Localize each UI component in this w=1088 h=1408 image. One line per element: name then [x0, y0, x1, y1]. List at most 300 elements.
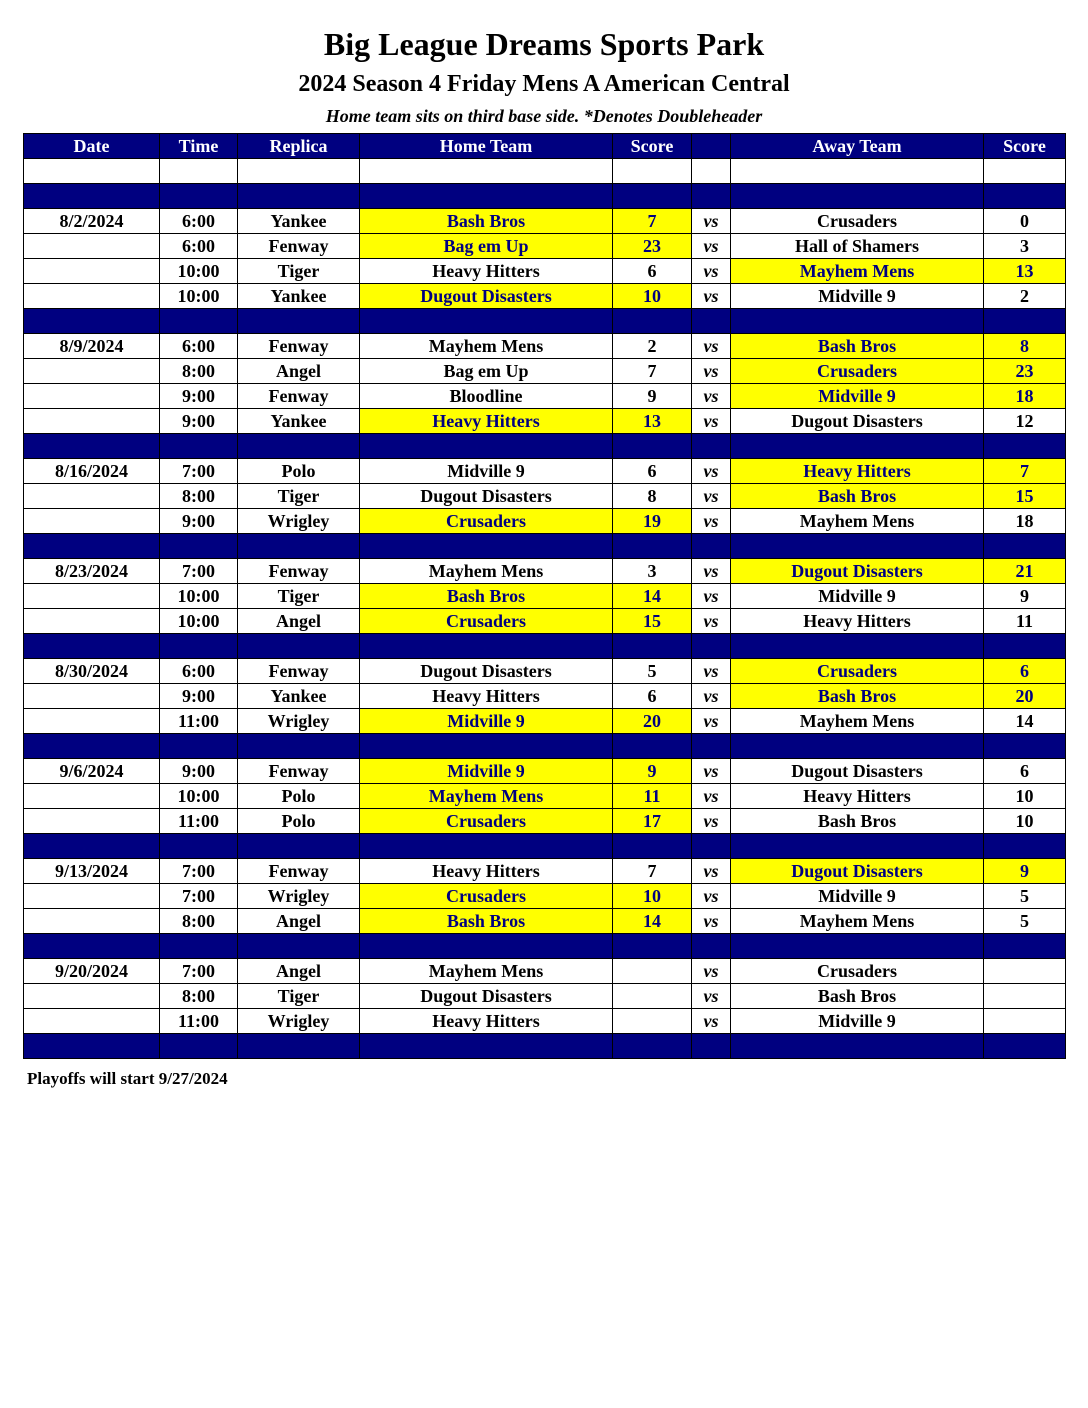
away-team-cell: Bash Bros	[731, 984, 984, 1009]
game-row	[24, 359, 1066, 384]
replica-cell: Fenway	[238, 234, 360, 259]
away-team-cell: Bash Bros	[731, 684, 984, 709]
vs-label: vs	[692, 1009, 731, 1034]
column-header-date: Date	[24, 134, 160, 159]
time-cell	[160, 634, 238, 659]
away-score-cell: 11	[984, 609, 1066, 634]
replica-cell	[238, 834, 360, 859]
schedule-body	[24, 159, 1066, 1059]
date-cell: 9/6/2024	[24, 759, 160, 784]
home-team-cell: Heavy Hitters	[360, 409, 613, 434]
home-team-cell: Crusaders	[360, 609, 613, 634]
game-row	[24, 584, 1066, 609]
home-score-cell: 10	[613, 284, 692, 309]
away-score-cell	[984, 734, 1066, 759]
home-team-cell	[360, 434, 613, 459]
home-score-cell: 11	[613, 784, 692, 809]
game-row	[24, 384, 1066, 409]
vs-label: vs	[692, 509, 731, 534]
home-team-cell	[360, 734, 613, 759]
date-cell	[24, 434, 160, 459]
vs-label	[692, 834, 731, 859]
home-score-cell: 7	[613, 359, 692, 384]
column-header-vs	[692, 134, 731, 159]
date-cell: 8/2/2024	[24, 209, 160, 234]
replica-cell	[238, 184, 360, 209]
home-score-cell: 6	[613, 259, 692, 284]
away-score-cell: 6	[984, 759, 1066, 784]
vs-label: vs	[692, 609, 731, 634]
replica-cell: Yankee	[238, 284, 360, 309]
date-cell: 8/16/2024	[24, 459, 160, 484]
replica-cell: Fenway	[238, 659, 360, 684]
game-row	[24, 459, 1066, 484]
date-cell	[24, 909, 160, 934]
vs-label: vs	[692, 859, 731, 884]
vs-label: vs	[692, 359, 731, 384]
home-team-cell: Dugout Disasters	[360, 284, 613, 309]
column-header-away-score: Score	[984, 134, 1066, 159]
vs-label: vs	[692, 259, 731, 284]
away-team-cell	[731, 834, 984, 859]
date-cell	[24, 609, 160, 634]
home-score-cell: 10	[613, 884, 692, 909]
vs-label	[692, 159, 731, 184]
game-row	[24, 284, 1066, 309]
replica-cell: Wrigley	[238, 1009, 360, 1034]
game-row	[24, 884, 1066, 909]
away-score-cell: 0	[984, 209, 1066, 234]
away-score-cell	[984, 959, 1066, 984]
date-cell: 8/23/2024	[24, 559, 160, 584]
away-score-cell: 18	[984, 509, 1066, 534]
home-score-cell	[613, 309, 692, 334]
date-cell	[24, 509, 160, 534]
away-score-cell: 13	[984, 259, 1066, 284]
vs-label: vs	[692, 684, 731, 709]
time-cell	[160, 734, 238, 759]
vs-label: vs	[692, 759, 731, 784]
column-header-home-team: Home Team	[360, 134, 613, 159]
date-cell	[24, 534, 160, 559]
away-team-cell	[731, 434, 984, 459]
home-score-cell: 20	[613, 709, 692, 734]
replica-cell	[238, 634, 360, 659]
away-team-cell	[731, 734, 984, 759]
away-score-cell: 8	[984, 334, 1066, 359]
away-team-cell: Bash Bros	[731, 334, 984, 359]
date-cell	[24, 684, 160, 709]
away-team-cell: Heavy Hitters	[731, 459, 984, 484]
date-cell: 9/20/2024	[24, 959, 160, 984]
replica-cell: Fenway	[238, 859, 360, 884]
away-team-cell: Dugout Disasters	[731, 759, 984, 784]
date-cell	[24, 184, 160, 209]
time-cell: 7:00	[160, 459, 238, 484]
away-score-cell: 20	[984, 684, 1066, 709]
replica-cell: Fenway	[238, 759, 360, 784]
away-score-cell: 6	[984, 659, 1066, 684]
away-team-cell: Dugout Disasters	[731, 559, 984, 584]
away-team-cell: Mayhem Mens	[731, 259, 984, 284]
home-team-cell: Bash Bros	[360, 209, 613, 234]
away-team-cell: Crusaders	[731, 209, 984, 234]
replica-cell: Tiger	[238, 584, 360, 609]
away-score-cell	[984, 934, 1066, 959]
date-cell	[24, 309, 160, 334]
time-cell: 7:00	[160, 884, 238, 909]
date-cell	[24, 809, 160, 834]
away-team-cell: Crusaders	[731, 659, 984, 684]
home-team-cell: Dugout Disasters	[360, 484, 613, 509]
home-score-cell	[613, 1009, 692, 1034]
home-team-cell: Crusaders	[360, 809, 613, 834]
home-score-cell	[613, 434, 692, 459]
home-team-cell	[360, 309, 613, 334]
home-score-cell: 3	[613, 559, 692, 584]
vs-label	[692, 309, 731, 334]
game-row	[24, 334, 1066, 359]
date-cell	[24, 634, 160, 659]
vs-label: vs	[692, 559, 731, 584]
away-team-cell: Midville 9	[731, 884, 984, 909]
away-score-cell: 10	[984, 809, 1066, 834]
home-score-cell: 17	[613, 809, 692, 834]
away-team-cell: Mayhem Mens	[731, 709, 984, 734]
home-score-cell: 7	[613, 209, 692, 234]
date-cell	[24, 259, 160, 284]
vs-label	[692, 534, 731, 559]
time-cell: 6:00	[160, 234, 238, 259]
replica-cell: Polo	[238, 459, 360, 484]
away-score-cell: 5	[984, 884, 1066, 909]
home-team-cell: Dugout Disasters	[360, 984, 613, 1009]
away-score-cell: 12	[984, 409, 1066, 434]
away-score-cell: 18	[984, 384, 1066, 409]
time-cell	[160, 434, 238, 459]
home-team-cell	[360, 184, 613, 209]
away-score-cell: 14	[984, 709, 1066, 734]
home-score-cell: 9	[613, 384, 692, 409]
away-team-cell	[731, 184, 984, 209]
game-row	[24, 759, 1066, 784]
game-row	[24, 859, 1066, 884]
date-cell	[24, 709, 160, 734]
date-cell	[24, 484, 160, 509]
date-cell	[24, 884, 160, 909]
vs-label: vs	[692, 234, 731, 259]
vs-label	[692, 434, 731, 459]
away-team-cell	[731, 534, 984, 559]
home-team-cell: Midville 9	[360, 459, 613, 484]
time-cell: 11:00	[160, 1009, 238, 1034]
time-cell: 6:00	[160, 659, 238, 684]
column-header-replica: Replica	[238, 134, 360, 159]
away-score-cell	[984, 309, 1066, 334]
vs-label	[692, 1034, 731, 1059]
replica-cell: Polo	[238, 784, 360, 809]
replica-cell: Fenway	[238, 559, 360, 584]
game-row	[24, 609, 1066, 634]
replica-cell: Angel	[238, 609, 360, 634]
home-score-cell: 6	[613, 459, 692, 484]
time-cell	[160, 534, 238, 559]
time-cell	[160, 159, 238, 184]
away-team-cell: Bash Bros	[731, 484, 984, 509]
home-score-cell: 2	[613, 334, 692, 359]
vs-label: vs	[692, 409, 731, 434]
home-team-cell: Heavy Hitters	[360, 259, 613, 284]
replica-cell: Polo	[238, 809, 360, 834]
game-row	[24, 909, 1066, 934]
game-row	[24, 234, 1066, 259]
column-header-time: Time	[160, 134, 238, 159]
away-team-cell: Midville 9	[731, 1009, 984, 1034]
vs-label	[692, 734, 731, 759]
game-row	[24, 484, 1066, 509]
blank-row	[24, 159, 1066, 184]
home-score-cell: 23	[613, 234, 692, 259]
away-team-cell: Dugout Disasters	[731, 409, 984, 434]
time-cell: 9:00	[160, 759, 238, 784]
time-cell	[160, 1034, 238, 1059]
date-cell	[24, 984, 160, 1009]
time-cell: 7:00	[160, 859, 238, 884]
home-team-cell	[360, 1034, 613, 1059]
vs-label: vs	[692, 784, 731, 809]
away-score-cell: 21	[984, 559, 1066, 584]
date-cell	[24, 359, 160, 384]
week-separator-row	[24, 734, 1066, 759]
schedule-note: Home team sits on third base side. *Denotes Doubleheader	[325, 106, 763, 126]
home-team-cell: Mayhem Mens	[360, 784, 613, 809]
away-score-cell	[984, 634, 1066, 659]
replica-cell	[238, 159, 360, 184]
home-team-cell	[360, 934, 613, 959]
home-score-cell: 7	[613, 859, 692, 884]
away-team-cell: Heavy Hitters	[731, 609, 984, 634]
vs-label	[692, 184, 731, 209]
home-team-cell: Mayhem Mens	[360, 959, 613, 984]
away-team-cell: Bash Bros	[731, 809, 984, 834]
game-row	[24, 959, 1066, 984]
game-row	[24, 784, 1066, 809]
home-score-cell	[613, 1034, 692, 1059]
date-cell	[24, 284, 160, 309]
time-cell: 9:00	[160, 384, 238, 409]
away-score-cell: 2	[984, 284, 1066, 309]
date-cell	[24, 234, 160, 259]
away-team-cell: Crusaders	[731, 359, 984, 384]
time-cell: 11:00	[160, 809, 238, 834]
home-score-cell	[613, 159, 692, 184]
away-team-cell: Crusaders	[731, 959, 984, 984]
home-score-cell	[613, 959, 692, 984]
column-header-away-team: Away Team	[731, 134, 984, 159]
time-cell: 8:00	[160, 909, 238, 934]
time-cell: 10:00	[160, 259, 238, 284]
away-team-cell	[731, 934, 984, 959]
home-score-cell	[613, 834, 692, 859]
replica-cell: Fenway	[238, 384, 360, 409]
away-team-cell: Midville 9	[731, 584, 984, 609]
away-team-cell: Midville 9	[731, 284, 984, 309]
replica-cell	[238, 734, 360, 759]
away-score-cell	[984, 534, 1066, 559]
vs-label: vs	[692, 584, 731, 609]
home-score-cell: 14	[613, 909, 692, 934]
away-score-cell	[984, 1034, 1066, 1059]
home-team-cell: Midville 9	[360, 709, 613, 734]
column-header-home-score: Score	[613, 134, 692, 159]
replica-cell	[238, 534, 360, 559]
game-row	[24, 984, 1066, 1009]
time-cell: 10:00	[160, 284, 238, 309]
home-team-cell: Bag em Up	[360, 359, 613, 384]
date-cell	[24, 409, 160, 434]
home-team-cell	[360, 634, 613, 659]
vs-label: vs	[692, 659, 731, 684]
time-cell	[160, 309, 238, 334]
home-score-cell: 6	[613, 684, 692, 709]
vs-label: vs	[692, 709, 731, 734]
replica-cell: Angel	[238, 959, 360, 984]
away-team-cell	[731, 634, 984, 659]
away-score-cell: 23	[984, 359, 1066, 384]
home-score-cell: 13	[613, 409, 692, 434]
home-team-cell: Heavy Hitters	[360, 859, 613, 884]
game-row	[24, 659, 1066, 684]
home-team-cell: Bash Bros	[360, 584, 613, 609]
week-separator-row	[24, 184, 1066, 209]
vs-label: vs	[692, 884, 731, 909]
home-score-cell	[613, 634, 692, 659]
time-cell	[160, 834, 238, 859]
date-cell	[24, 1034, 160, 1059]
replica-cell: Yankee	[238, 409, 360, 434]
date-cell	[24, 784, 160, 809]
vs-label: vs	[692, 984, 731, 1009]
away-score-cell: 9	[984, 584, 1066, 609]
date-cell	[24, 834, 160, 859]
time-cell: 7:00	[160, 959, 238, 984]
replica-cell: Tiger	[238, 259, 360, 284]
week-separator-row	[24, 1034, 1066, 1059]
away-score-cell	[984, 834, 1066, 859]
away-score-cell: 7	[984, 459, 1066, 484]
game-row	[24, 709, 1066, 734]
time-cell: 6:00	[160, 209, 238, 234]
game-row	[24, 409, 1066, 434]
time-cell: 9:00	[160, 509, 238, 534]
replica-cell: Yankee	[238, 684, 360, 709]
date-cell	[24, 1009, 160, 1034]
replica-cell	[238, 934, 360, 959]
week-separator-row	[24, 934, 1066, 959]
home-score-cell: 9	[613, 759, 692, 784]
replica-cell: Wrigley	[238, 509, 360, 534]
away-score-cell	[984, 1009, 1066, 1034]
home-team-cell: Mayhem Mens	[360, 334, 613, 359]
vs-label: vs	[692, 209, 731, 234]
home-team-cell: Bloodline	[360, 384, 613, 409]
home-team-cell: Mayhem Mens	[360, 559, 613, 584]
time-cell: 9:00	[160, 409, 238, 434]
home-team-cell: Dugout Disasters	[360, 659, 613, 684]
game-row	[24, 509, 1066, 534]
playoffs-note: Playoffs will start 9/27/2024	[27, 1069, 228, 1088]
home-score-cell	[613, 984, 692, 1009]
replica-cell: Tiger	[238, 484, 360, 509]
time-cell: 10:00	[160, 609, 238, 634]
time-cell: 10:00	[160, 784, 238, 809]
replica-cell: Angel	[238, 909, 360, 934]
date-cell	[24, 734, 160, 759]
time-cell: 8:00	[160, 984, 238, 1009]
vs-label: vs	[692, 809, 731, 834]
away-team-cell: Midville 9	[731, 384, 984, 409]
home-team-cell: Heavy Hitters	[360, 1009, 613, 1034]
schedule-table	[23, 133, 1066, 1059]
away-score-cell	[984, 434, 1066, 459]
date-cell: 8/9/2024	[24, 334, 160, 359]
home-team-cell: Heavy Hitters	[360, 684, 613, 709]
away-team-cell: Dugout Disasters	[731, 859, 984, 884]
away-team-cell: Heavy Hitters	[731, 784, 984, 809]
home-score-cell: 15	[613, 609, 692, 634]
replica-cell	[238, 434, 360, 459]
vs-label: vs	[692, 484, 731, 509]
home-score-cell	[613, 934, 692, 959]
replica-cell: Fenway	[238, 334, 360, 359]
vs-label: vs	[692, 384, 731, 409]
vs-label: vs	[692, 334, 731, 359]
away-team-cell	[731, 309, 984, 334]
away-score-cell: 5	[984, 909, 1066, 934]
home-team-cell: Bag em Up	[360, 234, 613, 259]
date-cell: 8/30/2024	[24, 659, 160, 684]
away-score-cell	[984, 984, 1066, 1009]
vs-label: vs	[692, 459, 731, 484]
replica-cell: Wrigley	[238, 884, 360, 909]
vs-label	[692, 634, 731, 659]
page-subtitle: 2024 Season 4 Friday Mens A American Central	[298, 71, 790, 97]
time-cell	[160, 934, 238, 959]
time-cell: 9:00	[160, 684, 238, 709]
home-team-cell: Bash Bros	[360, 909, 613, 934]
replica-cell: Yankee	[238, 209, 360, 234]
away-score-cell	[984, 184, 1066, 209]
time-cell: 8:00	[160, 484, 238, 509]
time-cell: 11:00	[160, 709, 238, 734]
game-row	[24, 684, 1066, 709]
away-score-cell: 10	[984, 784, 1066, 809]
away-team-cell: Mayhem Mens	[731, 909, 984, 934]
away-score-cell: 15	[984, 484, 1066, 509]
game-row	[24, 559, 1066, 584]
week-separator-row	[24, 534, 1066, 559]
week-separator-row	[24, 834, 1066, 859]
game-row	[24, 1009, 1066, 1034]
home-score-cell: 19	[613, 509, 692, 534]
time-cell: 6:00	[160, 334, 238, 359]
replica-cell: Tiger	[238, 984, 360, 1009]
game-row	[24, 259, 1066, 284]
vs-label: vs	[692, 284, 731, 309]
vs-label: vs	[692, 909, 731, 934]
week-separator-row	[24, 634, 1066, 659]
home-score-cell	[613, 184, 692, 209]
